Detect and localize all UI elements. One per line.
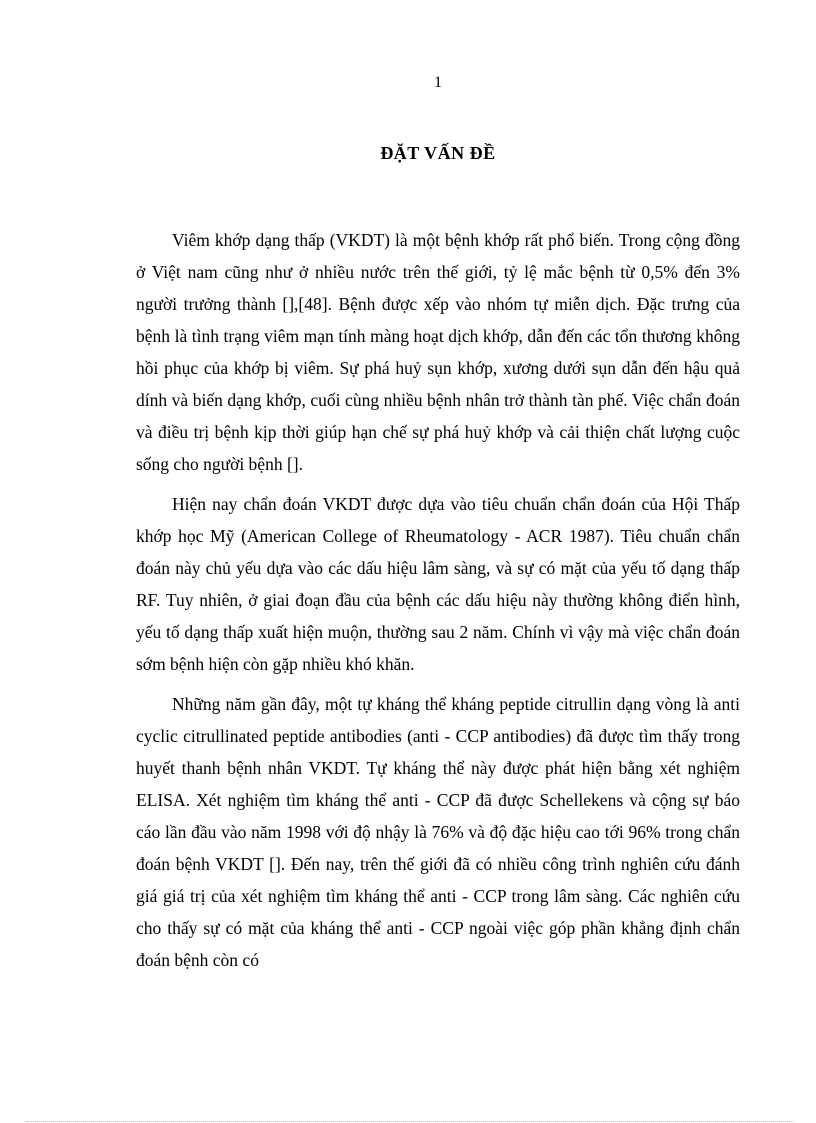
- page-title: ĐẶT VẤN ĐỀ: [380, 143, 496, 163]
- page-bottom-divider: [26, 1121, 794, 1122]
- paragraph-2: Hiện nay chẩn đoán VKDT được dựa vào tiêu chuẩn chẩn đoán của Hội Thấp khớp học Mỹ (American College of Rheumatology - ACR 1987). Tiêu chuẩn chẩn đoán này chủ yếu dựa vào các dấu hiệu lâm sàng, và sự có mặt của yếu tố dạng thấp RF. Tuy nhiên, ở giai đoạn đầu của bệnh các dấu hiệu này thường không điển hình, yếu tố dạng thấp xuất hiện muộn, thường sau 2 năm. Chính vì vậy mà việc chẩn đoán sớm bệnh hiện còn gặp nhiều khó khăn.: [136, 494, 740, 674]
- document-body: [136, 224, 740, 984]
- paragraph-1: Viêm khớp dạng thấp (VKDT) là một bệnh khớp rất phổ biến. Trong cộng đồng ở Việt nam cũng như ở nhiều nước trên thế giới, tỷ lệ mắc bệnh từ 0,5% đến 3% người trưởng thành [],[48]. Bệnh được xếp vào nhóm tự miễn dịch. Đặc trưng của bệnh là tình trạng viêm mạn tính màng hoạt dịch khớp, dẫn đến các tổn thương không hồi phục của khớp bị viêm. Sự phá huỷ sụn khớp, xương dưới sụn dẫn đến hậu quả dính và biến dạng khớp, cuối cùng nhiều bệnh nhân trở thành tàn phế. Việc chẩn đoán và điều trị bệnh kịp thời giúp hạn chế sự phá huỷ khớp và cải thiện chất lượng cuộc sống cho người bệnh [].: [136, 230, 740, 474]
- page-number: 1: [434, 74, 442, 91]
- paragraph-3: Những năm gần đây, một tự kháng thể kháng peptide citrullin dạng vòng là anti cyclic citrullinated peptide antibodies (anti - CCP antibodies) đã được tìm thấy trong huyết thanh bệnh nhân VKDT. Tự kháng thể này được phát hiện bằng xét nghiệm ELISA. Xét nghiệm tìm kháng thể anti - CCP đã được Schellekens và cộng sự báo cáo lần đầu vào năm 1998 với độ nhậy là 76% và độ đặc hiệu cao tới 96% trong chẩn đoán bệnh VKDT []. Đến nay, trên thế giới đã có nhiều công trình nghiên cứu đánh giá giá trị của xét nghiệm tìm kháng thể anti - CCP trong lâm sàng. Các nghiên cứu cho thấy sự có mặt của kháng thể anti - CCP ngoài việc góp phần khẳng định chẩn đoán bệnh còn có: [136, 694, 740, 970]
